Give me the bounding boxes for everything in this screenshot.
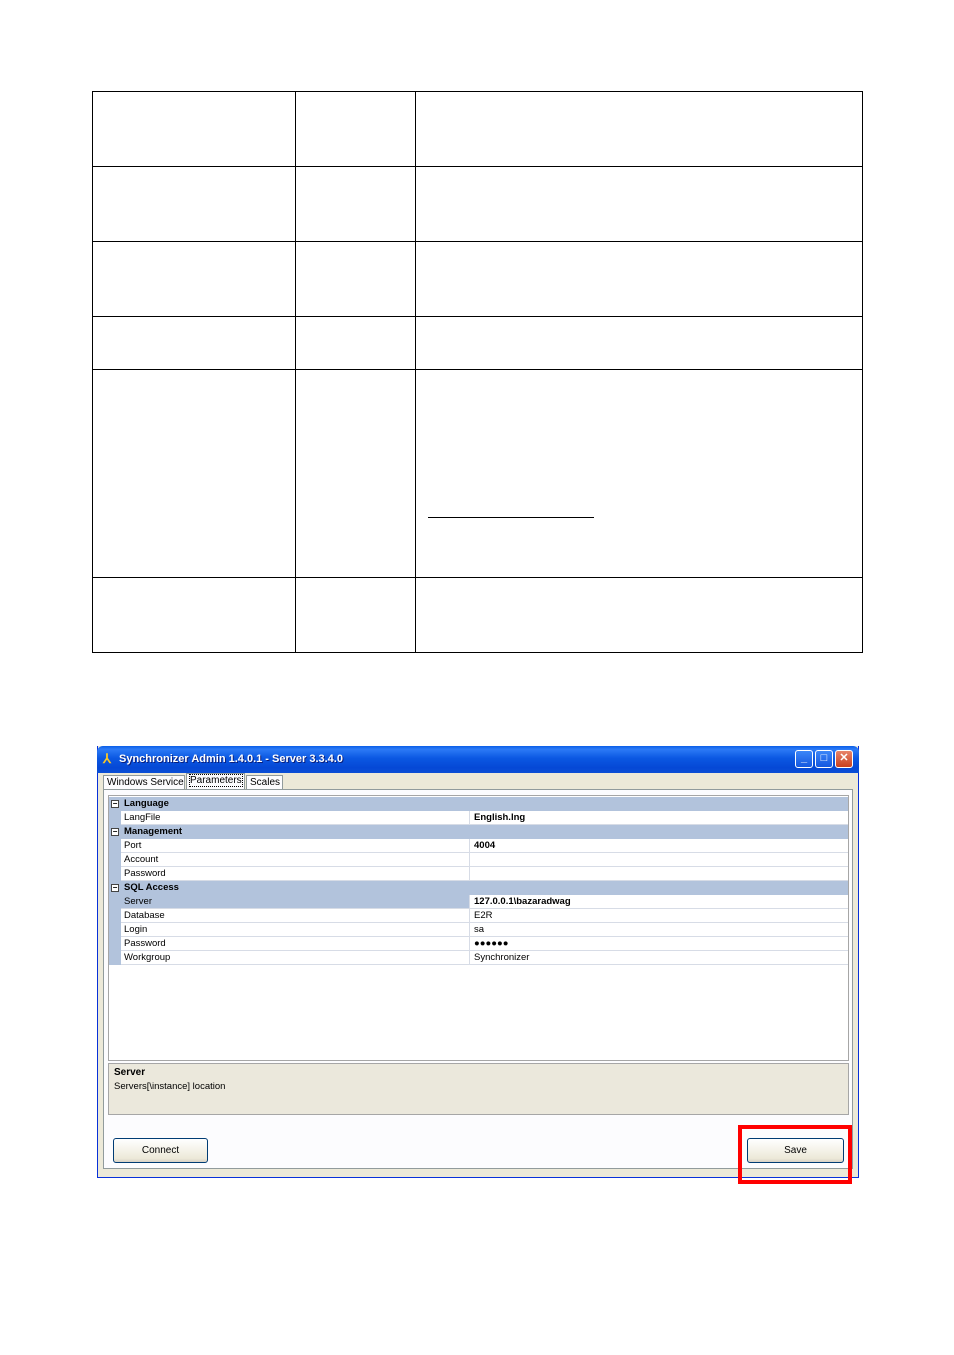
table-cell xyxy=(415,370,862,578)
table-cell xyxy=(295,92,415,167)
property-value[interactable]: sa xyxy=(470,923,848,937)
property-name: Password xyxy=(121,937,470,951)
property-name: Login xyxy=(121,923,470,937)
table-cell xyxy=(93,242,296,317)
property-name: Database xyxy=(121,909,470,923)
property-row-port[interactable] xyxy=(109,839,848,853)
table-cell xyxy=(93,370,296,578)
collapse-icon[interactable]: − xyxy=(112,799,118,808)
category-management[interactable] xyxy=(109,825,848,839)
save-highlight-box xyxy=(738,1125,852,1184)
table-cell xyxy=(415,167,862,242)
property-row-langfile[interactable] xyxy=(109,811,848,825)
property-grid[interactable] xyxy=(108,795,849,1061)
close-button[interactable]: ✕ xyxy=(835,750,853,768)
help-title: Server xyxy=(114,1067,146,1078)
property-value[interactable]: 127.0.0.1\bazaradwag xyxy=(470,895,848,909)
table-row xyxy=(93,578,863,653)
property-row-database[interactable] xyxy=(109,909,848,923)
tab-label: Windows Service xyxy=(107,777,184,788)
property-name: Password xyxy=(121,867,470,881)
table-cell xyxy=(415,92,862,167)
property-value[interactable]: 4004 xyxy=(470,839,848,853)
row-gutter xyxy=(109,909,121,923)
table-row xyxy=(93,167,863,242)
property-name: LangFile xyxy=(121,811,470,825)
collapse-icon[interactable]: − xyxy=(112,827,118,836)
property-row-server[interactable] xyxy=(109,895,848,909)
connect-button[interactable]: Connect xyxy=(113,1138,208,1163)
property-name: Workgroup xyxy=(121,951,470,965)
property-name: Server xyxy=(121,895,470,909)
table-cell xyxy=(295,370,415,578)
parameters-panel xyxy=(103,789,853,1169)
row-gutter xyxy=(109,839,121,853)
table-row xyxy=(93,92,863,167)
window-title: Synchronizer Admin 1.4.0.1 - Server 3.3.4.0 xyxy=(119,753,343,765)
tab-windows-service[interactable] xyxy=(103,775,185,790)
category-language[interactable] xyxy=(109,797,848,811)
table-row xyxy=(93,317,863,370)
category-sql-access[interactable] xyxy=(109,881,848,895)
tab-scales[interactable] xyxy=(246,775,283,790)
help-description: Servers[\instance] location xyxy=(114,1081,226,1092)
table-cell xyxy=(295,167,415,242)
table-cell xyxy=(93,92,296,167)
table-cell xyxy=(93,167,296,242)
property-value[interactable] xyxy=(470,853,848,867)
category-label: Management xyxy=(124,826,183,837)
row-gutter xyxy=(109,867,121,881)
property-row-workgroup[interactable] xyxy=(109,951,848,965)
property-row-sql-password[interactable] xyxy=(109,937,848,951)
save-button[interactable]: Save xyxy=(747,1138,844,1163)
category-label: SQL Access xyxy=(124,882,179,893)
property-row-login[interactable] xyxy=(109,923,848,937)
row-gutter xyxy=(109,853,121,867)
table-cell xyxy=(295,242,415,317)
table-cell xyxy=(415,242,862,317)
table-cell xyxy=(93,317,296,370)
table-cell xyxy=(93,578,296,653)
property-value[interactable]: Synchronizer xyxy=(470,951,848,965)
row-gutter xyxy=(109,811,121,825)
document-table xyxy=(92,91,863,653)
row-gutter xyxy=(109,937,121,951)
table-row xyxy=(93,370,863,578)
row-gutter xyxy=(109,923,121,937)
tab-label: Scales xyxy=(250,777,281,788)
minimize-button[interactable]: _ xyxy=(795,750,813,768)
property-name: Port xyxy=(121,839,470,853)
property-row-password[interactable] xyxy=(109,867,848,881)
table-cell xyxy=(415,578,862,653)
tab-label: Parameters xyxy=(190,775,242,786)
property-value[interactable] xyxy=(470,867,848,881)
maximize-button[interactable]: □ xyxy=(815,750,833,768)
property-value[interactable]: English.lng xyxy=(470,811,848,825)
table-cell xyxy=(295,317,415,370)
app-logo-icon: ⅄ xyxy=(103,751,111,766)
underline-mark xyxy=(428,517,594,518)
title-bar[interactable] xyxy=(97,746,859,773)
row-gutter xyxy=(109,895,121,909)
category-label: Language xyxy=(124,798,169,809)
property-help-pane xyxy=(108,1063,849,1115)
property-name: Account xyxy=(121,853,470,867)
property-value[interactable]: ●●●●●● xyxy=(470,937,848,951)
collapse-icon[interactable]: − xyxy=(112,883,118,892)
table-cell xyxy=(415,317,862,370)
app-window xyxy=(97,746,859,1178)
table-row xyxy=(93,242,863,317)
row-gutter xyxy=(109,951,121,965)
table-cell xyxy=(295,578,415,653)
property-value[interactable]: E2R xyxy=(470,909,848,923)
tab-parameters[interactable] xyxy=(186,773,245,790)
property-row-account[interactable] xyxy=(109,853,848,867)
